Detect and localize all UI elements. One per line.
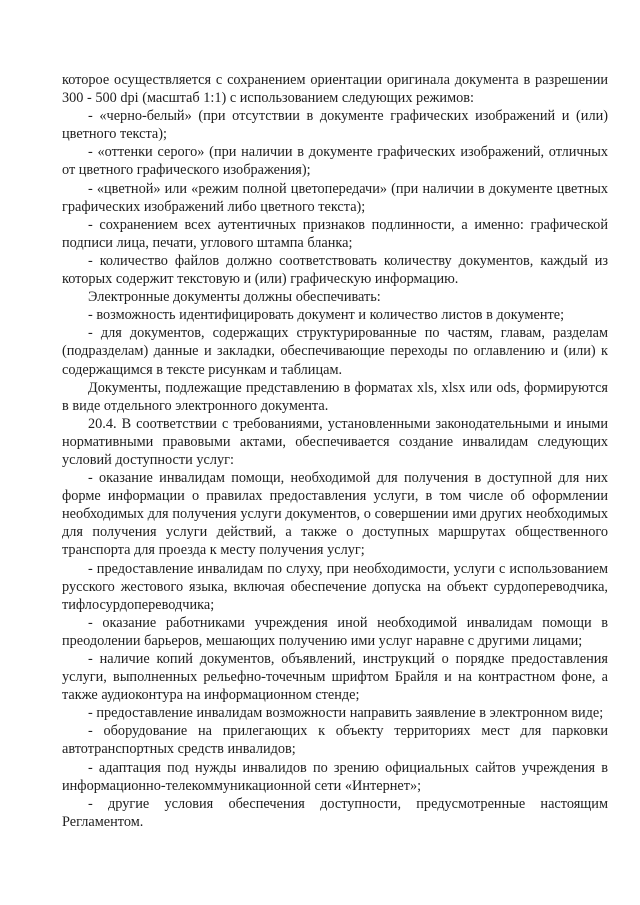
paragraph: - предоставление инвалидам по слуху, при необходимости, услуги с использованием русского жестового языка, включая обеспечение допуска на объект сурдопереводчика, тифлосурдопереводчика; bbox=[62, 560, 608, 613]
paragraph: - для документов, содержащих структурированные по частям, главам, разделам (подразделам) данные и закладки, обеспечивающие переходы по оглавлению и (или) к содержащимся в тексте рисункам и таблицам. bbox=[62, 325, 608, 378]
paragraph: Электронные документы должны обеспечивать: bbox=[88, 289, 381, 306]
paragraph: Документы, подлежащие представлению в форматах xls, xlsx или ods, формируются в виде отдельного электронного документа. bbox=[62, 379, 608, 414]
paragraph: - «оттенки серого» (при наличии в документе графических изображений, отличных от цветного графического изображения); bbox=[62, 144, 608, 179]
document-body bbox=[62, 71, 608, 831]
paragraph: - адаптация под нужды инвалидов по зрению официальных сайтов учреждения в информационно-телекоммуникационной сети «Интернет»; bbox=[62, 759, 608, 794]
paragraph: - наличие копий документов, объявлений, инструкций о порядке предоставления услуги, выполненных рельефно-точечным шрифтом Брайля и на контрастном фоне, а также аудиоконтура на информационном стенде; bbox=[62, 651, 608, 704]
paragraph: которое осуществляется с сохранением ориентации оригинала документа в разрешении 300 - 500 dpi (масштаб 1:1) с использованием следующих режимов: bbox=[62, 72, 608, 107]
paragraph: - оборудование на прилегающих к объекту территориях мест для парковки автотранспортных средств инвалидов; bbox=[62, 723, 608, 758]
section-paragraph: 20.4. В соответствии с требованиями, установленными законодательными и иными нормативными правовыми актами, обеспечивается создание инвалидам следующих условий доступности услуг: bbox=[62, 415, 608, 468]
paragraph: - оказание инвалидам помощи, необходимой для получения в доступной для них форме информации о правилах предоставления услуги, в том числе об оформлении необходимых для получения услуги документов, о совершении ими других необходимых для получения услуги действий, а также о доступных маршрутах общественного транспорта для проезда к месту получения услуг; bbox=[62, 470, 608, 559]
paragraph: - оказание работниками учреждения иной необходимой инвалидам помощи в преодолении барьеров, мешающих получению ими услуг наравне с другими лицами; bbox=[62, 614, 608, 649]
paragraph: - «черно-белый» (при отсутствии в документе графических изображений и (или) цветного текста); bbox=[62, 108, 608, 143]
paragraph: - возможность идентифицировать документ и количество листов в документе; bbox=[88, 307, 565, 324]
paragraph: - другие условия обеспечения доступности, предусмотренные настоящим Регламентом. bbox=[62, 795, 608, 830]
paragraph: - сохранением всех аутентичных признаков подлинности, а именно: графической подписи лица, печати, углового штампа бланка; bbox=[62, 216, 608, 251]
paragraph: - «цветной» или «режим полной цветопередачи» (при наличии в документе цветных графических изображений либо цветного текста); bbox=[62, 180, 608, 215]
paragraph: - предоставление инвалидам возможности направить заявление в электронном виде; bbox=[88, 705, 604, 722]
paragraph: - количество файлов должно соответствовать количеству документов, каждый из которых содержит текстовую и (или) графическую информацию. bbox=[62, 252, 608, 288]
